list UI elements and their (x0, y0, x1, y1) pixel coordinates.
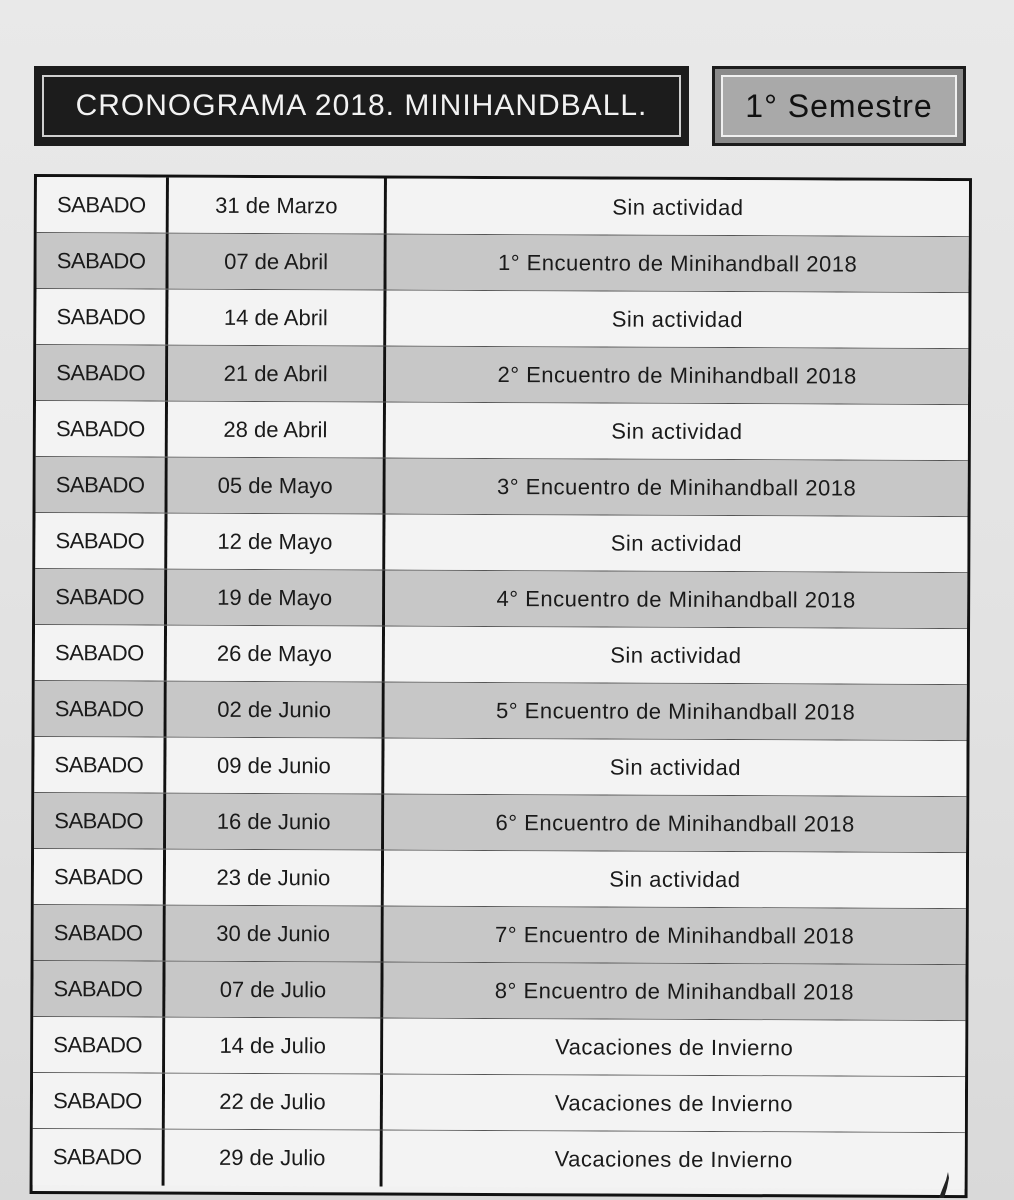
day-cell: SABADO (35, 569, 167, 625)
activity-cell: Sin actividad (387, 179, 969, 237)
day-cell: SABADO (34, 793, 166, 849)
schedule-table (30, 174, 972, 1198)
day-cell: SABADO (34, 849, 166, 905)
activity-cell: Vacaciones de Invierno (383, 1019, 965, 1077)
semester-label: 1° Semestre (721, 75, 957, 137)
table-row (34, 905, 966, 965)
table-row (33, 1129, 965, 1189)
activity-cell: Vacaciones de Invierno (383, 1131, 965, 1190)
activity-cell: Sin actividad (384, 739, 966, 797)
activity-cell: Sin actividad (384, 851, 966, 909)
date-cell: 28 de Abril (168, 402, 386, 458)
table-row (36, 289, 968, 349)
date-cell: 14 de Abril (168, 290, 386, 346)
day-cell: SABADO (33, 961, 165, 1017)
activity-cell: 6° Encuentro de Minihandball 2018 (384, 795, 966, 853)
table-row (33, 961, 965, 1021)
activity-cell: 3° Encuentro de Minihandball 2018 (386, 459, 968, 517)
date-cell: 21 de Abril (168, 346, 386, 402)
page-title: CRONOGRAMA 2018. MINIHANDBALL. (42, 75, 681, 137)
activity-cell: Sin actividad (386, 403, 968, 461)
table-row (35, 569, 967, 629)
table-row (35, 625, 967, 685)
day-cell: SABADO (37, 233, 169, 289)
activity-cell: 4° Encuentro de Minihandball 2018 (385, 571, 967, 629)
date-cell: 31 de Marzo (169, 178, 387, 234)
date-cell: 29 de Julio (165, 1130, 383, 1187)
table-row (35, 513, 967, 573)
table-row (36, 457, 968, 517)
date-cell: 05 de Mayo (168, 458, 386, 514)
table-row (36, 401, 968, 461)
table-row (37, 177, 969, 237)
date-cell: 26 de Mayo (167, 626, 385, 682)
activity-cell: Sin actividad (385, 515, 967, 573)
date-cell: 14 de Julio (165, 1018, 383, 1074)
day-cell: SABADO (35, 513, 167, 569)
day-cell: SABADO (33, 1017, 165, 1073)
day-cell: SABADO (35, 681, 167, 737)
activity-cell: Sin actividad (385, 627, 967, 685)
activity-cell: Sin actividad (386, 291, 968, 349)
activity-cell: 8° Encuentro de Minihandball 2018 (383, 963, 965, 1021)
day-cell: SABADO (35, 625, 167, 681)
day-cell: SABADO (36, 401, 168, 457)
semester-badge (712, 66, 966, 146)
table-row (33, 1073, 965, 1133)
table-row (33, 1017, 965, 1077)
activity-cell: Vacaciones de Invierno (383, 1075, 965, 1133)
activity-cell: 7° Encuentro de Minihandball 2018 (384, 907, 966, 965)
day-cell: SABADO (33, 1073, 165, 1129)
date-cell: 22 de Julio (165, 1074, 383, 1130)
day-cell: SABADO (33, 1129, 165, 1186)
date-cell: 19 de Mayo (167, 570, 385, 626)
date-cell: 12 de Mayo (167, 514, 385, 570)
day-cell: SABADO (34, 905, 166, 961)
date-cell: 02 de Junio (167, 682, 385, 738)
activity-cell: 5° Encuentro de Minihandball 2018 (385, 683, 967, 741)
day-cell: SABADO (37, 177, 169, 233)
date-cell: 30 de Junio (166, 906, 384, 962)
table-row (34, 849, 966, 909)
date-cell: 07 de Abril (169, 234, 387, 290)
table-row (36, 345, 968, 405)
day-cell: SABADO (36, 289, 168, 345)
day-cell: SABADO (36, 457, 168, 513)
day-cell: SABADO (34, 737, 166, 793)
date-cell: 23 de Junio (166, 850, 384, 906)
title-banner (34, 66, 689, 146)
pen-mark-icon (936, 1170, 952, 1200)
activity-cell: 1° Encuentro de Minihandball 2018 (386, 235, 968, 293)
table-row (35, 681, 967, 741)
day-cell: SABADO (36, 345, 168, 401)
date-cell: 09 de Junio (166, 738, 384, 794)
date-cell: 16 de Junio (166, 794, 384, 850)
table-row (34, 737, 966, 797)
table-row (34, 793, 966, 853)
date-cell: 07 de Julio (165, 962, 383, 1018)
table-row (36, 233, 968, 293)
activity-cell: 2° Encuentro de Minihandball 2018 (386, 347, 968, 405)
